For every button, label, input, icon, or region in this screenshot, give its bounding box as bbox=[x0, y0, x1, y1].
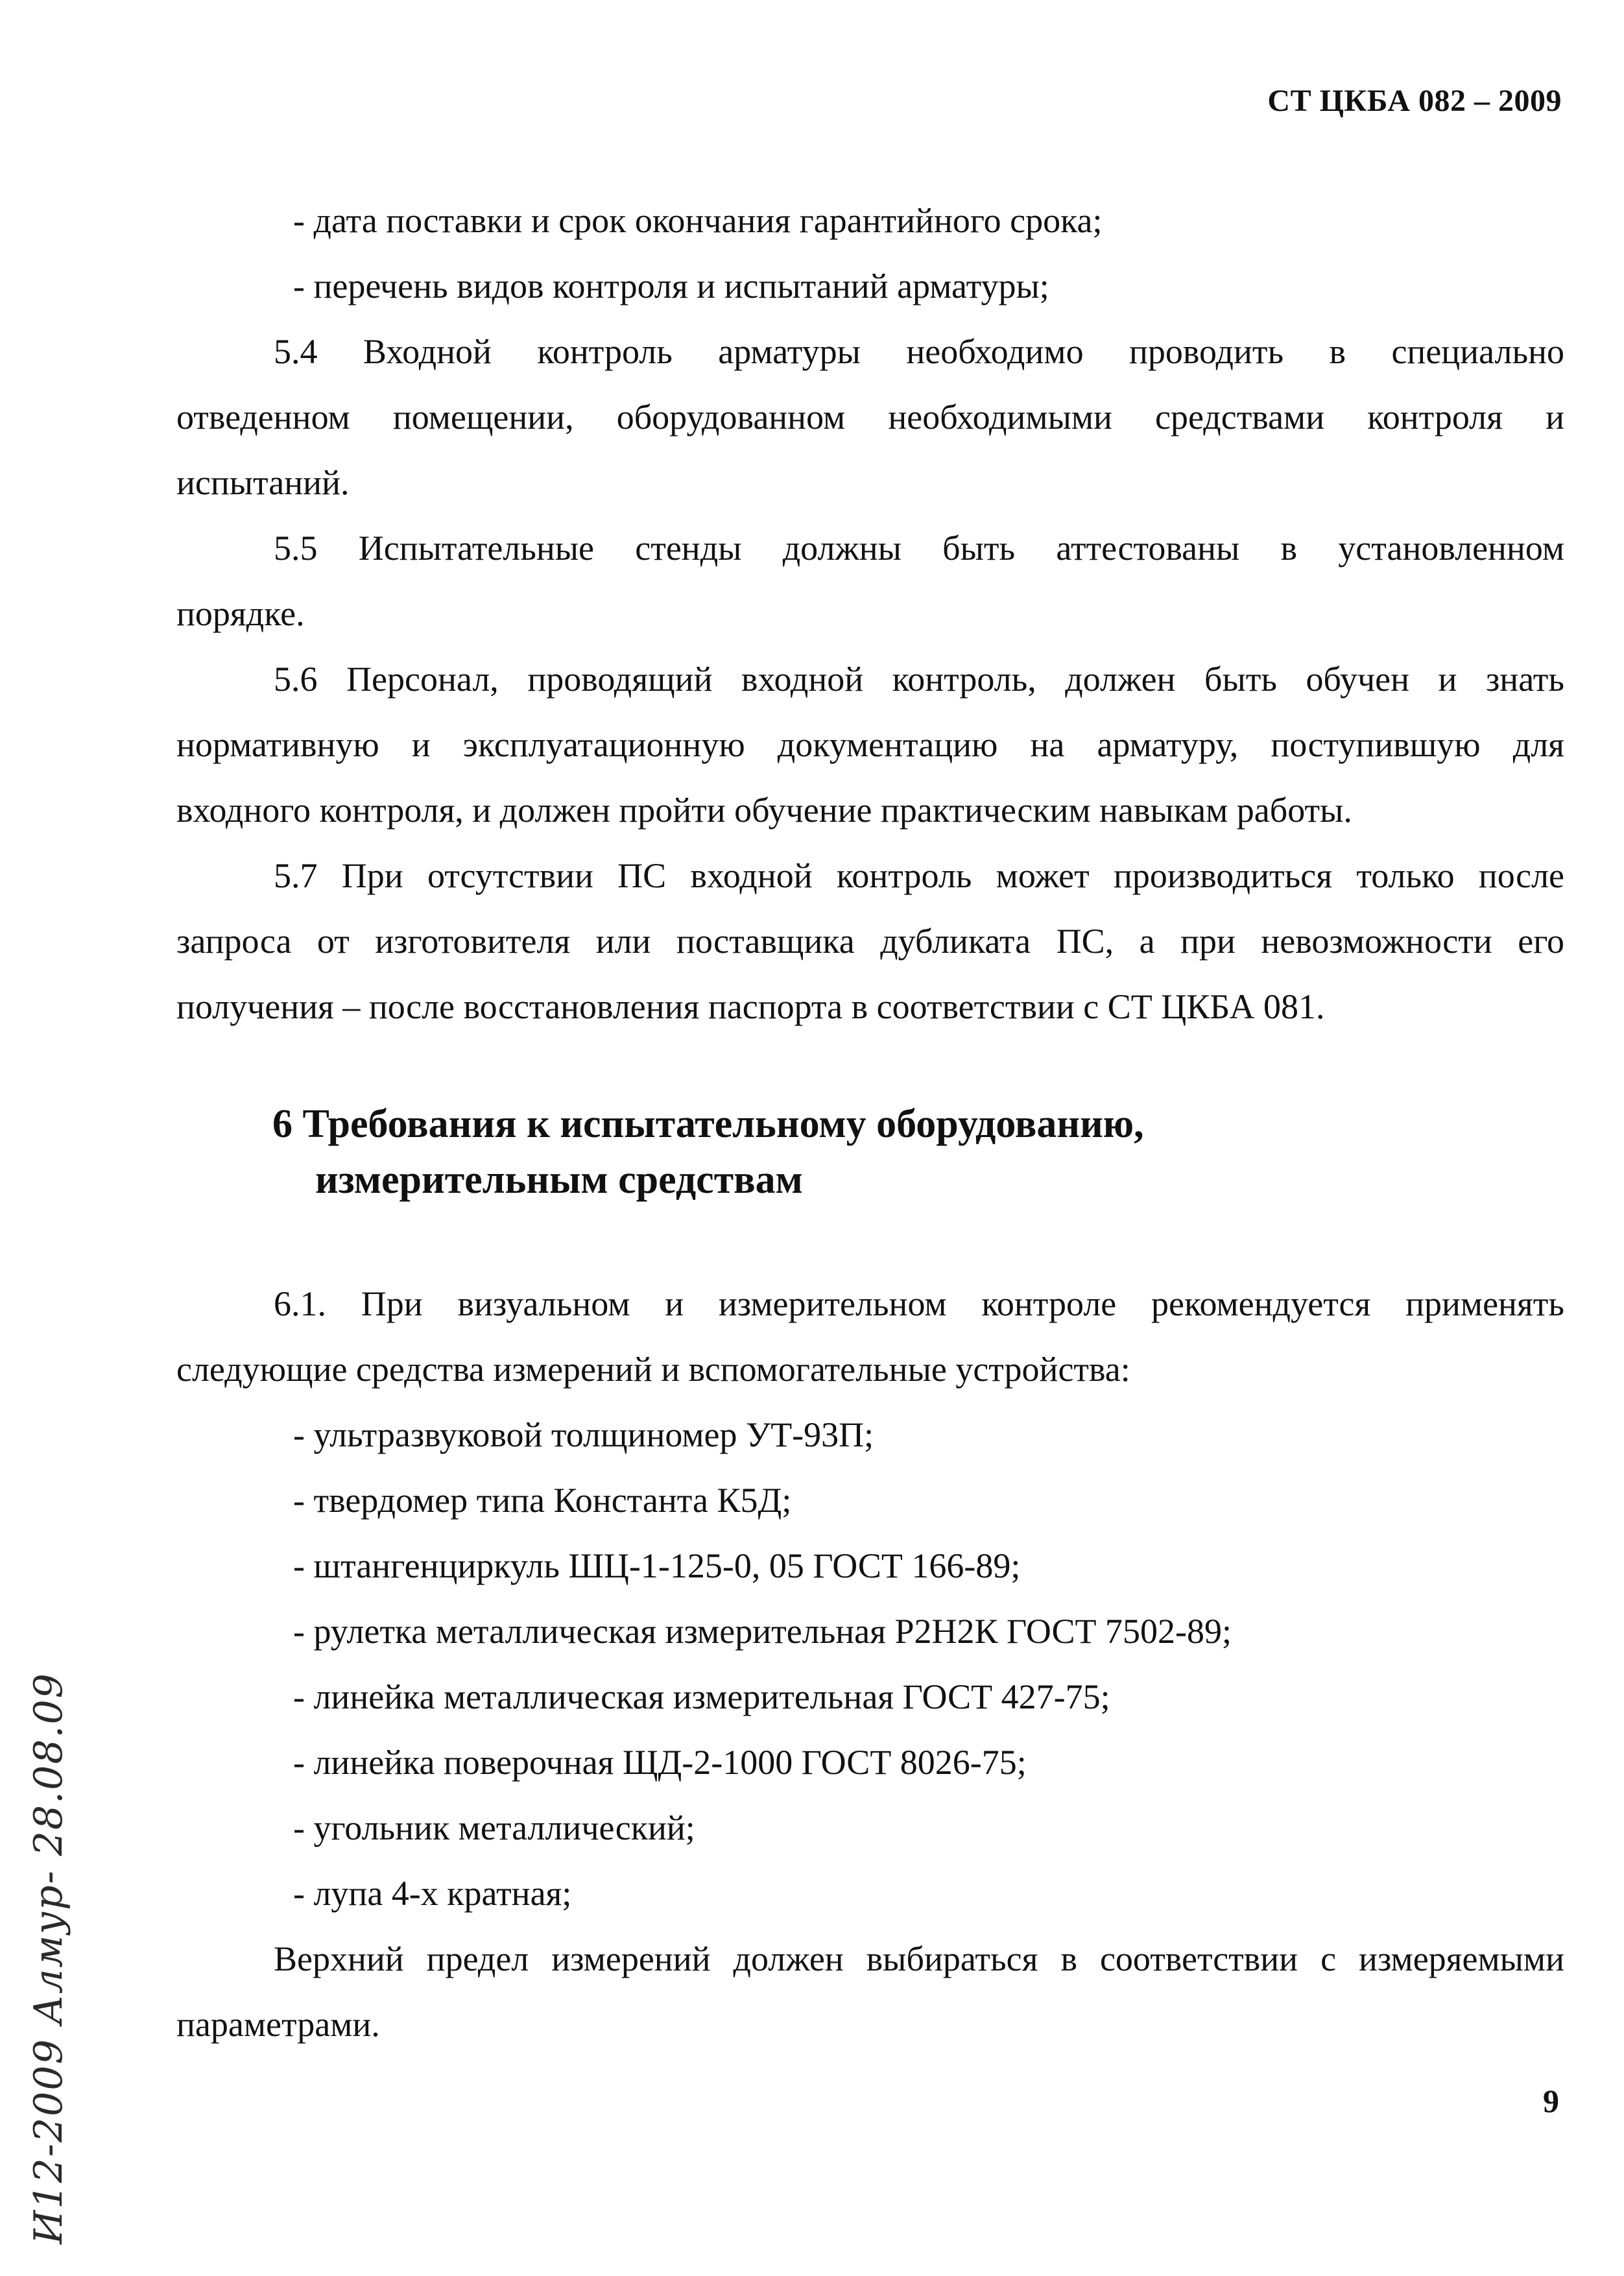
paragraph-6-1-line: следующие средства измерений и вспомогательные устройства: bbox=[176, 1350, 1130, 1389]
list-item: - твердомер типа Константа К5Д; bbox=[293, 1481, 792, 1520]
section-6-text bbox=[176, 1271, 1564, 2057]
list-item: - лупа 4-х кратная; bbox=[293, 1874, 572, 1913]
list-item: - рулетка металлическая измерительная Р2Н2К ГОСТ 7502-89; bbox=[293, 1612, 1232, 1651]
paragraph-6-1-line: 6.1. При визуальном и измерительном контроле рекомендуется применять bbox=[274, 1284, 1564, 1323]
paragraph-5-7-line: запроса от изготовителя или поставщика дубликата ПС, а при невозможности его bbox=[176, 922, 1564, 961]
paragraph-5-5-line: порядке. bbox=[176, 594, 305, 633]
paragraph-5-4-line: 5.4 Входной контроль арматуры необходимо проводить в специально bbox=[274, 332, 1564, 371]
handwritten-margin-note: И12-2009 Алмур- 28.08.09 bbox=[26, 1672, 71, 2244]
page-number: 9 bbox=[1543, 2083, 1559, 2119]
list-item: - штангенциркуль ШЦ-1-125-0, 05 ГОСТ 166-89; bbox=[293, 1546, 1021, 1585]
paragraph-5-6-line: 5.6 Персонал, проводящий входной контроль, должен быть обучен и знать bbox=[274, 660, 1564, 699]
paragraph-5-6-line: нормативную и эксплуатационную документацию на арматуру, поступившую для bbox=[176, 725, 1564, 764]
paragraph-5-7-line: получения – после восстановления паспорта в соответствии с СТ ЦКБА 081. bbox=[176, 987, 1325, 1026]
section-heading-line: измерительным средствам bbox=[315, 1158, 803, 1202]
paragraph-5-4-line: испытаний. bbox=[176, 463, 350, 502]
list-item: - линейка металлическая измерительная ГОСТ 427-75; bbox=[293, 1677, 1110, 1716]
section-5-text bbox=[176, 188, 1564, 1040]
list-item: - дата поставки и срок окончания гарантийного срока; bbox=[293, 201, 1103, 240]
section-heading-line: 6 Требования к испытательному оборудованию, bbox=[272, 1102, 1144, 1146]
list-item: - угольник металлический; bbox=[293, 1808, 695, 1847]
paragraph-5-6-line: входного контроля, и должен пройти обучение практическим навыкам работы. bbox=[176, 791, 1352, 830]
list-item: - ультразвуковой толщиномер УТ-93П; bbox=[293, 1415, 874, 1454]
paragraph-5-5-line: 5.5 Испытательные стенды должны быть аттестованы в установленном bbox=[274, 529, 1564, 568]
closing-paragraph-line: Верхний предел измерений должен выбираться в соответствии с измеряемыми bbox=[274, 1939, 1564, 1978]
list-item: - линейка поверочная ЩД-2-1000 ГОСТ 8026-75; bbox=[293, 1743, 1027, 1782]
document-code: СТ ЦКБА 082 – 2009 bbox=[1267, 84, 1562, 118]
closing-paragraph-line: параметрами. bbox=[176, 2005, 380, 2044]
paragraph-5-7-line: 5.7 При отсутствии ПС входной контроль может производиться только после bbox=[274, 856, 1564, 895]
paragraph-5-4-line: отведенном помещении, оборудованном необходимыми средствами контроля и bbox=[176, 398, 1564, 437]
section-6-heading bbox=[272, 1096, 1144, 1208]
list-item: - перечень видов контроля и испытаний арматуры; bbox=[293, 267, 1049, 305]
